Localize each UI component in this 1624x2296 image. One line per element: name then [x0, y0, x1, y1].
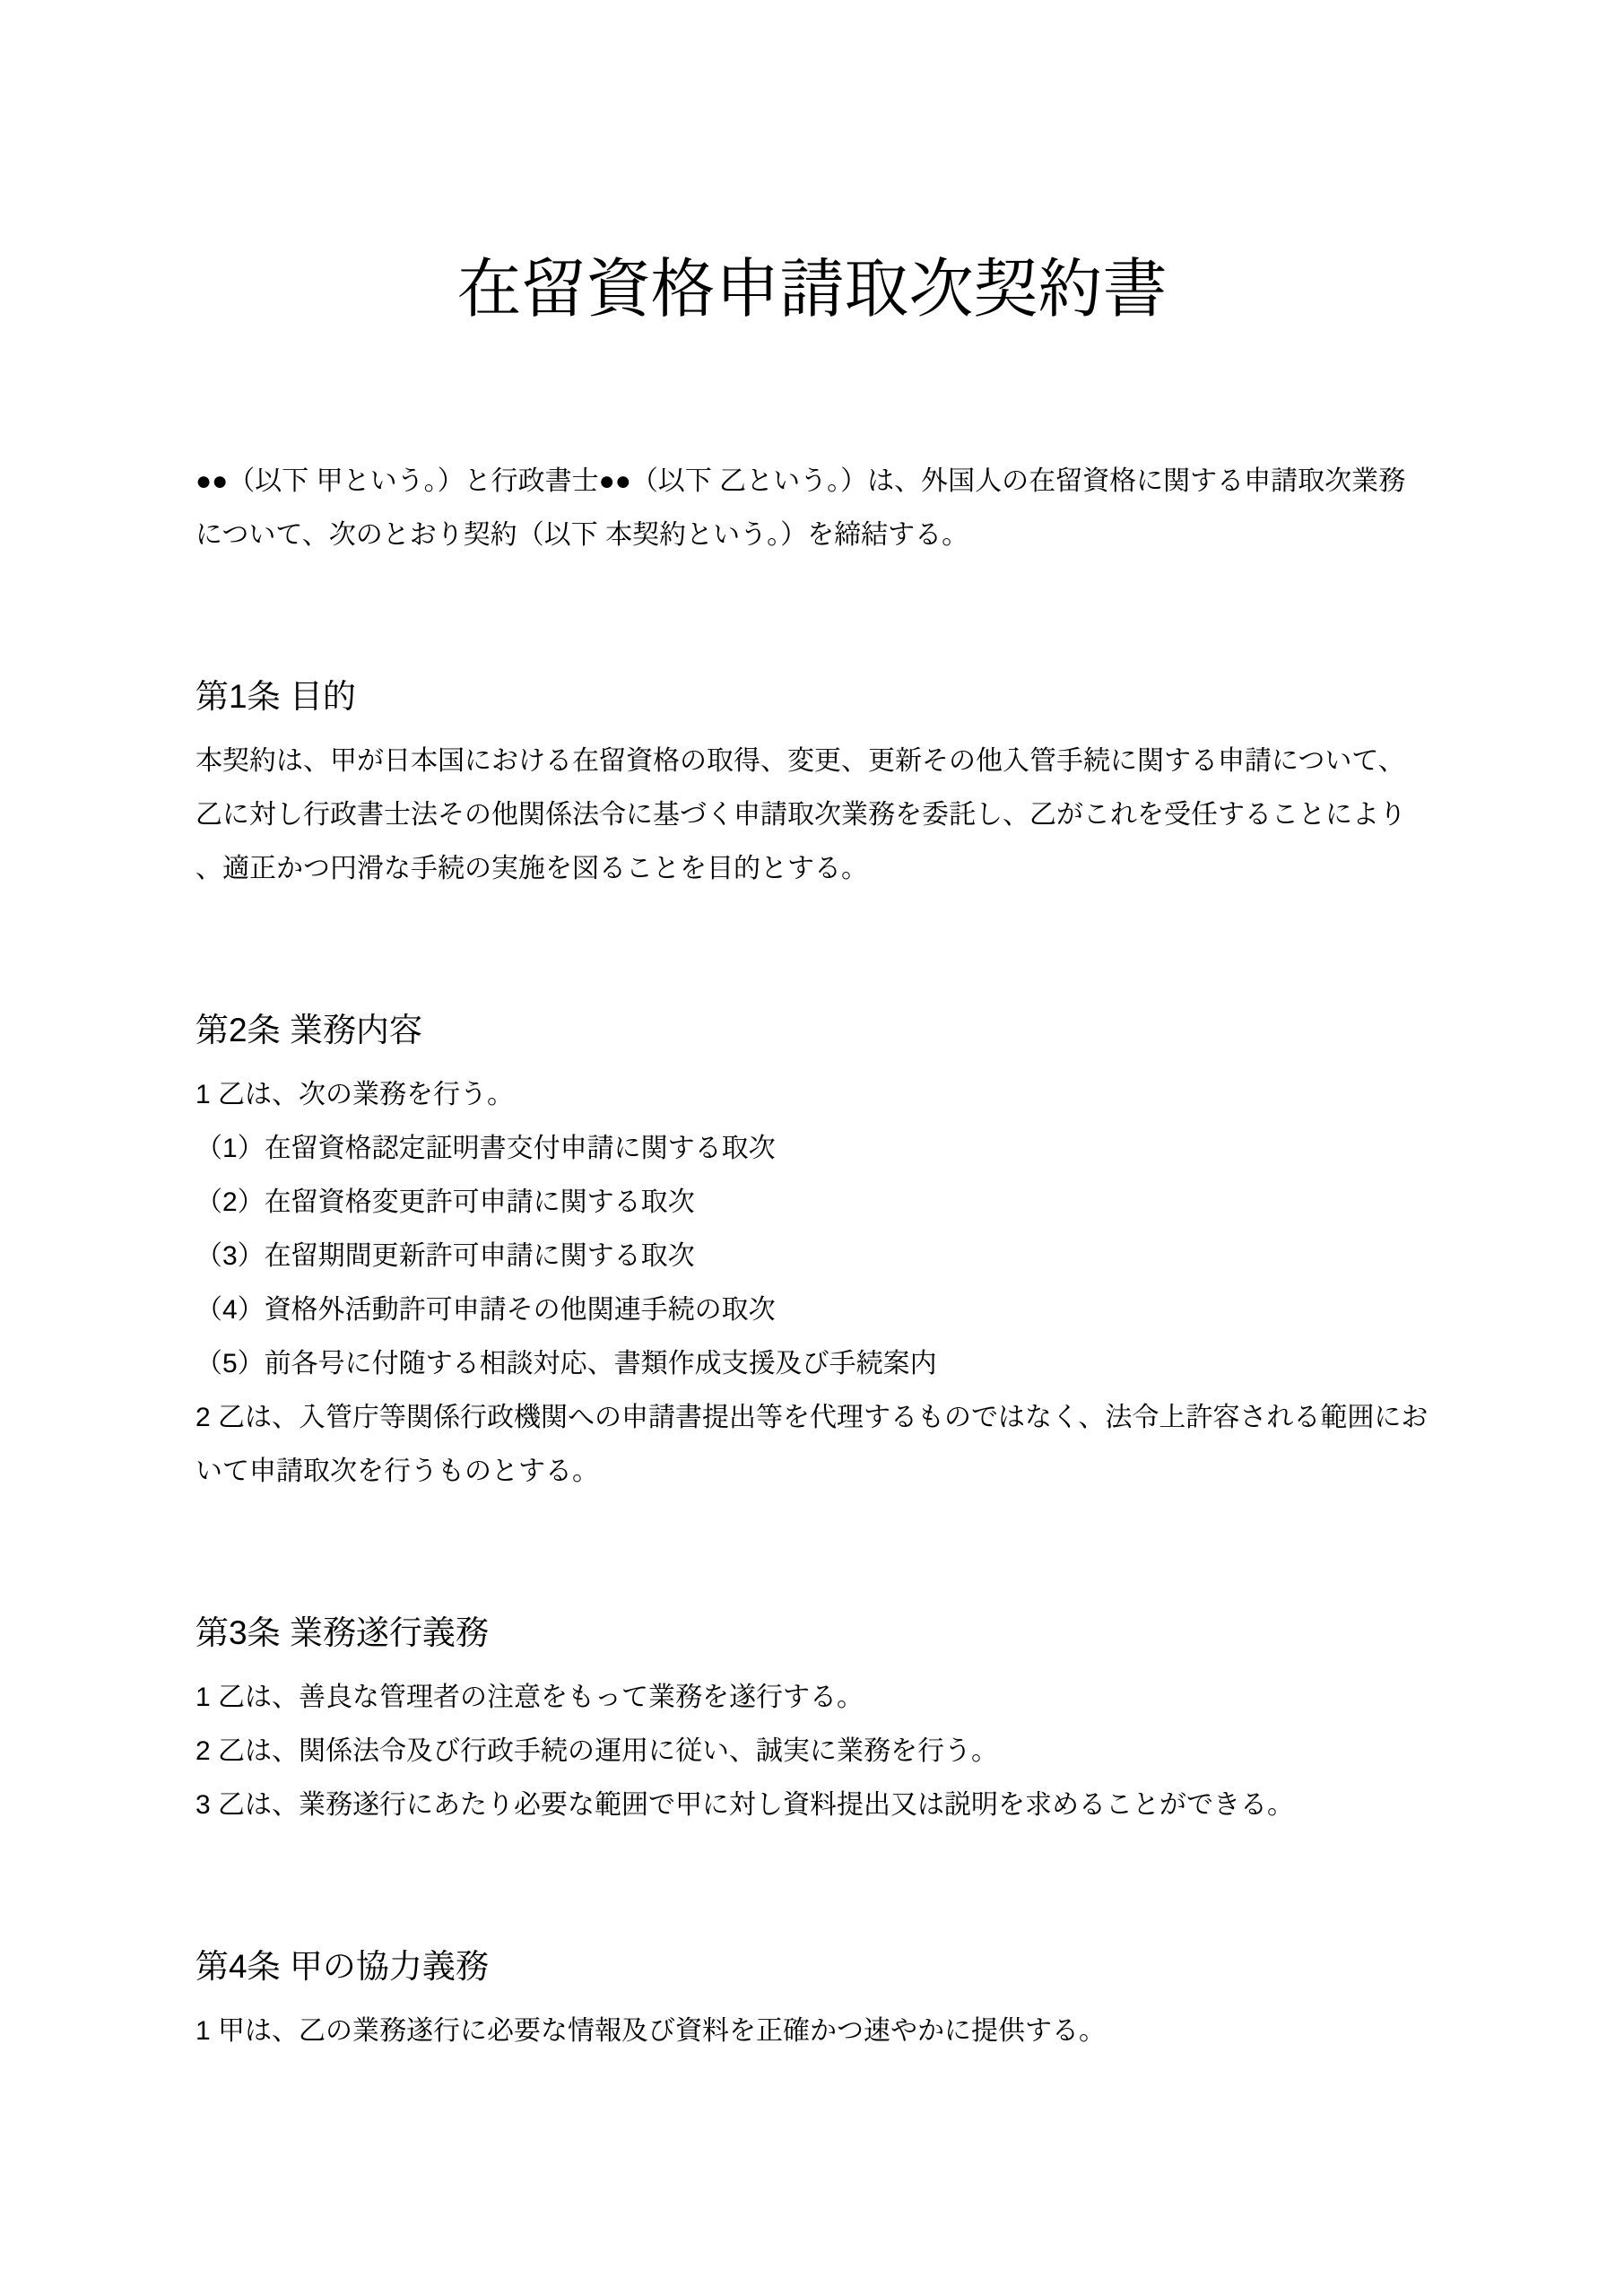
section-body: [195, 735, 1429, 896]
section-body: [195, 1068, 1429, 1499]
section-paragraph: （3）在留期間更新許可申請に関する取次: [195, 1241, 695, 1271]
document-title: 在留資格申請取次契約書: [456, 254, 1168, 326]
section-paragraph: （1）在留資格認定証明書交付申請に関する取次: [195, 1134, 776, 1163]
section-heading: 第3条 業務遂行義務: [195, 1614, 489, 1651]
section-paragraph: 3 乙は、業務遂行にあたり必要な範囲で甲に対し資料提出又は説明を求めることができる。: [195, 1790, 1295, 1820]
section-paragraph: 1 甲は、乙の業務遂行に必要な情報及び資料を正確かつ速やかに提供する。: [195, 2016, 1107, 2046]
section-paragraph: （5）前各号に付随する相談対応、書類作成支援及び手続案内: [195, 1349, 937, 1378]
section-heading: 第4条 甲の協力義務: [195, 1948, 489, 1985]
section-heading: 第2条 業務内容: [195, 1012, 422, 1048]
preamble-paragraph: ●●（以下 甲という。）と行政書士●●（以下 乙という。）は、外国人の在留資格に関する申請取次業務について、次のとおり契約（以下 本契約という。）を締結する。: [195, 466, 1406, 550]
section-body: [195, 1671, 1429, 1832]
section-paragraph: 2 乙は、関係法令及び行政手続の運用に従い、誠実に業務を行う。: [195, 1736, 999, 1766]
section-paragraph: 1 乙は、善良な管理者の注意をもって業務を遂行する。: [195, 1683, 864, 1712]
section-paragraph: 1 乙は、次の業務を行う。: [195, 1080, 515, 1109]
section-heading: 第1条 目的: [195, 678, 356, 715]
section-paragraph: （4）資格外活動許可申請その他関連手続の取次: [195, 1295, 776, 1325]
section-paragraph: （2）在留資格変更許可申請に関する取次: [195, 1187, 695, 1217]
section-article-4: [195, 1945, 1429, 2058]
section-article-3: [195, 1612, 1429, 1832]
section-article-2: [195, 1009, 1429, 1499]
section-body: [195, 2005, 1429, 2058]
section-paragraph: 2 乙は、入管庁等関係行政機関への申請書提出等を代理するものではなく、法令上許容される範囲において申請取次を行うものとする。: [195, 1403, 1429, 1486]
section-article-1: [195, 675, 1429, 896]
section-paragraph: 本契約は、甲が日本国における在留資格の取得、変更、更新その他入管手続に関する申請について、乙に対し行政書士法その他関係法令に基づく申請取次業務を委託し、乙がこれを受任することにより、適正かつ円滑な手続の実施を図ることを目的とする。: [195, 746, 1406, 883]
